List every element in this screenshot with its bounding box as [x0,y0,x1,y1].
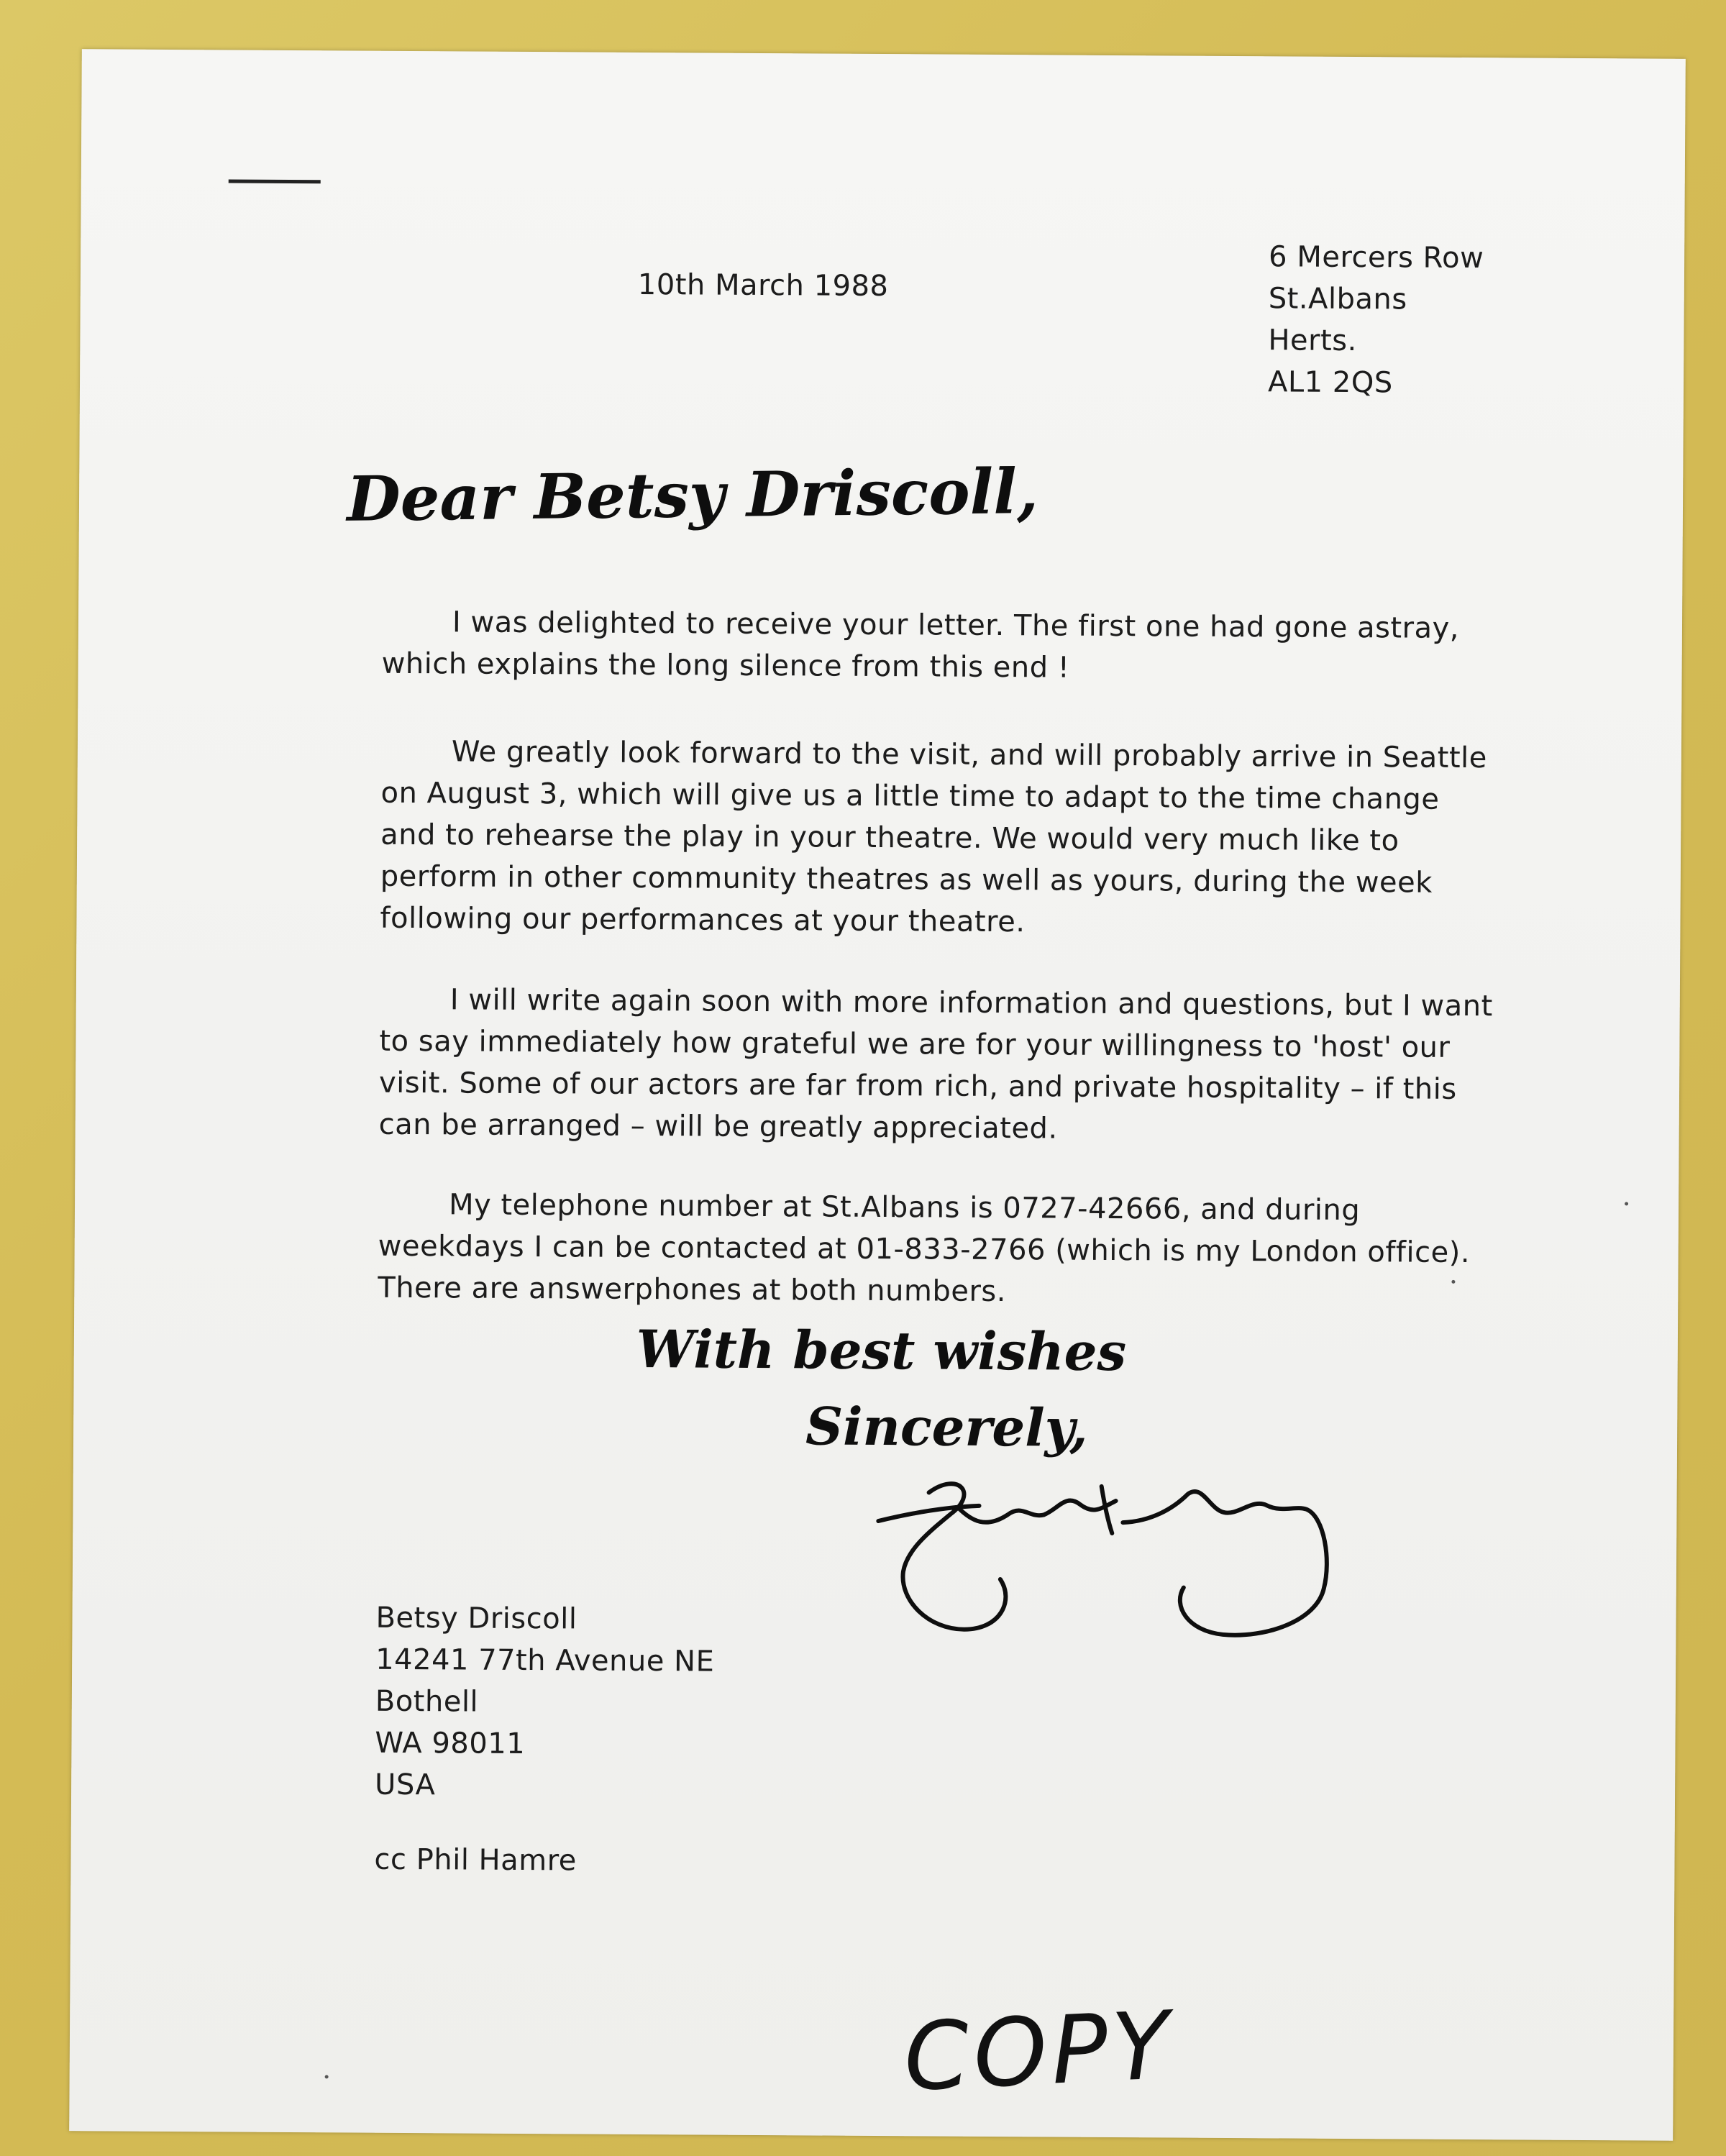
sender-address-line: Herts. [1268,324,1357,358]
paragraph-text: We greatly look forward to the visit, and will probably arrive in Seattle on August 3, which will give us a little time to adapt to the time change and to rehearse the play in your theatre. We would very much like to perform in other community theatres as well as yours, during the week following our performances at your theatre. [380,735,1487,939]
recipient-address-line: USA [374,1768,436,1802]
sender-address-line: 6 Mercers Row [1268,240,1484,275]
paragraph-text: I will write again soon with more information and questions, but I want to say immediately how grateful we are for your willingness to 'host' our visit. Some of our actors are far from rich, and private hospitality – if this can be arranged – will be greatly appreciated. [378,983,1493,1146]
closing-wishes: With best wishes [636,1317,1127,1383]
handwritten-signature [863,1463,1353,1682]
cc-line: cc Phil Hamre [374,1842,577,1878]
paragraph-3 [379,979,1502,1153]
sender-address-line: AL1 2QS [1267,365,1393,400]
letter-date: 10th March 1988 [637,268,889,303]
copy-stamp: COPY [901,1990,1177,2112]
sender-address [1268,236,1484,404]
closing-sincerely: Sincerely, [805,1395,1088,1458]
recipient-address-line: 14241 77th Avenue NE [375,1643,715,1678]
recipient-address-line: Betsy Driscoll [375,1601,577,1636]
sender-address-line: St.Albans [1268,282,1407,316]
paragraph-1 [381,601,1504,692]
recipient-address-line: Bothell [375,1684,479,1719]
corner-mark [229,179,321,183]
paper-speck [1451,1280,1455,1284]
recipient-address [375,1597,715,1808]
paragraph-2 [380,731,1503,946]
paragraph-text: I was delighted to receive your letter. The first one had gone astray, which explains the long silence from this end ! [381,606,1460,685]
salutation: Dear Betsy Driscoll, [346,455,1039,536]
paragraph-4 [378,1184,1500,1316]
paper-speck [325,2075,329,2078]
paragraph-text: My telephone number at St.Albans is 0727-42666, and during weekdays I can be contacted at 01-833-2766 (which is my London office). There are answerphones at both numbers. [378,1188,1471,1309]
recipient-address-line: WA 98011 [375,1726,526,1761]
letter-page [69,49,1686,2141]
paper-speck [1625,1202,1628,1205]
